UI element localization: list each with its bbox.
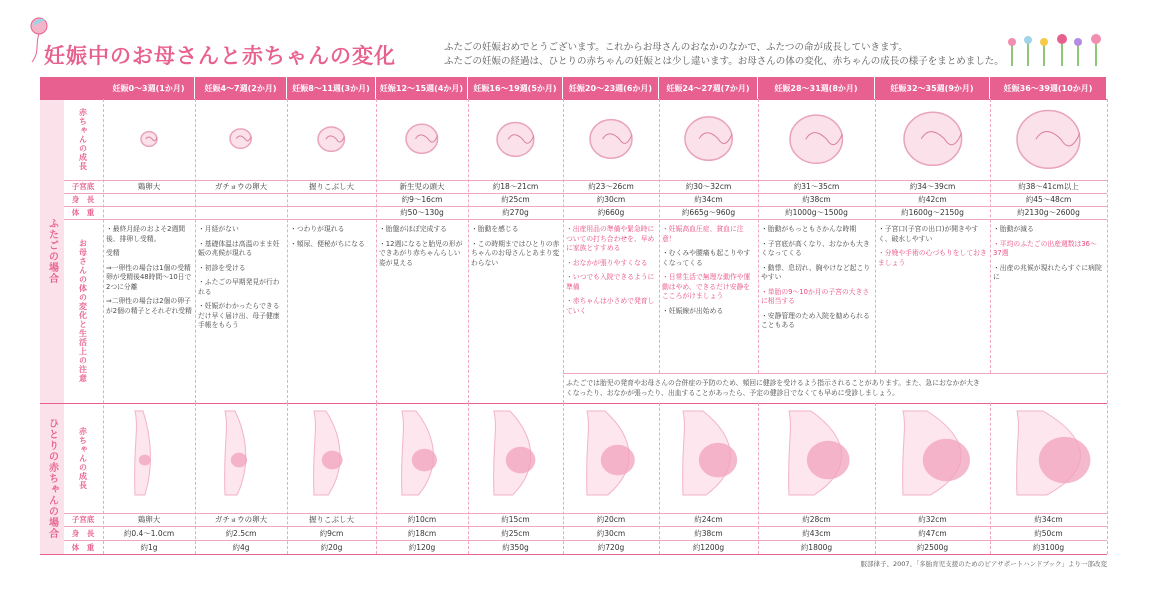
table-cell: 約10cm (407, 515, 437, 524)
period-header: 妊娠12〜15週(4か月) (376, 77, 467, 99)
source-citation: 服部律子、2007、「多胎育児支援のためのピアサポートハンドブック」より一部改変 (860, 560, 1107, 568)
twin-fetus-illustration (227, 125, 254, 152)
table-cell: 約18cm (407, 528, 437, 538)
belly-silhouette-illustration (577, 409, 653, 507)
note-item: ・動悸、息切れ、胸やけなど起こりやすい (761, 263, 871, 281)
table-cell: 約47cm (918, 528, 947, 538)
notes-cell (103, 225, 195, 321)
table-cell: 約31〜35cm (793, 182, 840, 191)
table-cell: 鶏卵大 (137, 515, 161, 524)
table-cell: 約2500g (916, 542, 949, 552)
header-corner (40, 77, 103, 99)
note-item: ・胎盤がほぼ完成する (379, 225, 447, 233)
note-item: ・出産用品の準備や緊急時についての打ち合わせを、早めに家族とすすめる (566, 225, 655, 252)
table-cell: 約32cm (918, 515, 947, 524)
note-item: ・むくみや腰痛も起こりやすくなってくる (662, 249, 751, 267)
table-cell: 約34〜39cm (909, 182, 956, 191)
period-header: 妊娠20〜23週(6か月) (563, 77, 658, 99)
period-header: 妊娠36〜39週(10か月) (990, 77, 1106, 99)
column-divider (195, 403, 196, 554)
belly-silhouette-illustration (673, 409, 753, 507)
belly-silhouette-illustration (1007, 409, 1099, 507)
intro-line: ふたごの妊娠おめでとうございます。これからお母さんのおなかのなかで、ふたつの命が成長していきます。 (444, 42, 908, 53)
table-cell: 約34cm (694, 195, 723, 204)
table-cell: 約1000g〜1500g (785, 208, 848, 217)
table-cell (287, 206, 376, 219)
row-divider (64, 513, 1107, 514)
column-divider (659, 403, 660, 554)
row-label-height: 身 長 (71, 195, 95, 204)
note-item: ・安静管理のため入院を勧められることもある (761, 311, 870, 329)
table-cell: 約30cm (596, 195, 626, 204)
table-cell (103, 193, 195, 206)
note-item: ・出産の兆候が現れたらすぐに病院に (993, 263, 1102, 281)
row-label-uterus: 子宮底 (71, 515, 95, 524)
row-divider (64, 540, 1107, 541)
note-item: ・子宮口(子宮の出口)が開きやすく、破水しやすい (878, 225, 979, 243)
notes-cell (990, 225, 1107, 288)
note-item: ・子宮底が高くなり、おなかも大きくなってくる (761, 239, 870, 257)
notes-cell (468, 225, 563, 273)
twin-fetus-illustration (787, 110, 845, 168)
table-cell: 約660g (597, 208, 625, 217)
table-cell: 約15cm (501, 515, 530, 524)
notes-cell (758, 225, 875, 336)
column-divider (563, 403, 564, 554)
notes-cell (563, 225, 659, 321)
twin-fetus-illustration (682, 112, 735, 165)
period-header: 妊娠32〜35週(9か月) (875, 77, 989, 99)
table-cell: 約30〜32cm (685, 182, 732, 191)
table-cell: 約2.5cm (225, 528, 257, 538)
note-item: ・日常生活で無理な動作や運動はやめ、できるだけ安静をこころがけましょう (662, 273, 751, 300)
belly-silhouette-illustration (392, 409, 460, 507)
table-cell (195, 206, 287, 219)
body-change-label: お母さんの体の変化と生活上の注意 (78, 239, 88, 383)
belly-silhouette-illustration (484, 409, 556, 507)
notes-cell (376, 225, 468, 273)
table-cell: ガチョウの卵大 (214, 182, 268, 191)
table-cell: 約4g (232, 542, 250, 552)
footnote-divider (563, 373, 1107, 374)
belly-silhouette-illustration (215, 409, 275, 507)
column-divider (376, 99, 377, 403)
table-cell (103, 206, 195, 219)
column-divider (990, 99, 991, 373)
notes-cell (287, 225, 376, 254)
table-cell: 約120g (408, 542, 436, 552)
table-cell: 握りこぶし大 (309, 182, 354, 191)
table-cell: 約30cm (596, 528, 626, 538)
column-divider (875, 99, 876, 373)
note-item: ・おなかが張りやすくなる (566, 258, 648, 267)
intro-line: ふたごの妊娠の経過は、ひとりの赤ちゃんの妊娠とは少し違います。お母さんの体の変化、赤ちゃんの成長の様子をまとめました。 (444, 56, 1004, 67)
column-divider (287, 403, 288, 554)
twin-fetus-illustration (138, 128, 160, 150)
section-divider (40, 403, 1107, 404)
table-cell (195, 193, 287, 206)
intro-text (444, 41, 1004, 69)
twin-fetus-illustration (901, 107, 965, 171)
period-header: 妊娠8〜11週(3か月) (287, 77, 375, 99)
note-item: ・最終月経のおよそ2週間後、排卵し受精。 (106, 225, 186, 243)
note-item: ⇒一卵性の場合は1個の受精卵が受精後48時間〜10日で2つに分離 (106, 263, 192, 291)
column-divider (990, 403, 991, 554)
table-cell: 約42cm (918, 195, 947, 204)
row-divider (64, 180, 1107, 181)
belly-silhouette-illustration (893, 409, 981, 507)
row-divider (64, 219, 1107, 220)
table-cell: 約50〜130g (400, 208, 444, 217)
table-cell: 約28cm (802, 515, 831, 524)
table-cell: 約25cm (501, 195, 530, 204)
note-item: ・ふたごの早期発見が行われる (198, 278, 280, 296)
table-cell: 新生児の頭大 (399, 182, 445, 191)
row-label-uterus: 子宮底 (71, 182, 95, 191)
table-cell (287, 193, 376, 206)
notes-cell (195, 225, 287, 336)
column-divider (1107, 99, 1108, 554)
table-cell: 約3100g (1032, 542, 1065, 552)
table-cell: 約665g〜960g (681, 208, 736, 217)
table-cell: 約38cm (802, 195, 831, 204)
note-item: ・妊娠がわかったらできるだけ早く届け出、母子健康手帳をもらう (198, 302, 280, 329)
note-item: ・妊娠線が出始める (662, 306, 724, 315)
note-item: ・月経がない (198, 225, 239, 233)
growth-label: 赤ちゃんの成長 (78, 426, 88, 490)
column-divider (659, 99, 660, 373)
table-cell: 約43cm (802, 528, 831, 538)
note-item: 受精 (106, 249, 120, 257)
table-cell: 約18〜21cm (492, 182, 539, 191)
twin-fetus-illustration (494, 118, 537, 161)
table-cell: 約1200g (692, 542, 725, 552)
table-top (40, 99, 1107, 100)
twin-fetus-illustration (587, 115, 635, 163)
column-divider (376, 403, 377, 554)
twin-fetus-illustration (315, 123, 347, 155)
period-header: 妊娠16〜19週(5か月) (468, 77, 562, 99)
note-item: ・妊娠高血圧症、貧血に注意！ (662, 225, 744, 243)
row-label-weight: 体 重 (71, 208, 95, 217)
note-item: ・頻尿、便秘がちになる (290, 239, 365, 248)
period-header: 妊娠24〜27週(7か月) (659, 77, 757, 99)
column-divider (287, 99, 288, 403)
table-cell: 約9〜16cm (401, 195, 443, 204)
table-cell: 鶏卵大 (137, 182, 161, 191)
note-item: ・赤ちゃんは小さめで発育していく (566, 297, 655, 315)
table-cell: 約9cm (319, 528, 344, 538)
table-cell: 約20cm (596, 515, 626, 524)
column-divider (103, 99, 104, 554)
notes-cell (875, 225, 990, 273)
column-divider (758, 403, 759, 554)
column-divider (758, 99, 759, 373)
note-item: ・分娩や手術の心づもりをしておきましょう (878, 249, 987, 267)
table-cell: 約38cm (694, 528, 723, 538)
period-header: 妊娠4〜7週(2か月) (195, 77, 286, 99)
table-cell: 約25cm (501, 528, 530, 538)
row-label-height: 身 長 (71, 528, 95, 538)
table-cell: ガチョウの卵大 (214, 515, 268, 524)
note-item: ・いつでも入院できるように準備 (566, 273, 655, 291)
table-cell: 約23〜26cm (588, 182, 634, 191)
table-bottom (40, 554, 1107, 555)
belly-silhouette-illustration (304, 409, 368, 507)
twin-fetus-illustration (403, 120, 441, 158)
section-label-single: ひとりの赤ちゃんの場合 (40, 403, 64, 554)
note-item: ・この時期まではひとりの赤ちゃんのお母さんとあまり変わらない (471, 239, 560, 267)
flowers-icon (1004, 32, 1108, 68)
notes-cell (659, 225, 758, 321)
row-divider (64, 526, 1107, 527)
table-cell: 約20g (320, 542, 343, 552)
table-cell: 約34cm (1034, 515, 1063, 524)
table-cell: 約1800g (800, 542, 833, 552)
table-cell: 約1g (140, 542, 158, 552)
table-cell: 約38〜41cm以上 (1018, 182, 1079, 191)
table-cell: 約2130g〜2600g (1017, 208, 1080, 217)
twin-fetus-illustration (1014, 105, 1083, 174)
column-divider (468, 99, 469, 403)
note-item: ⇒二卵性の場合は2個の卵子が2個の精子とそれぞれ受精 (106, 297, 192, 315)
note-item: ・胎動を感じる (471, 225, 519, 233)
period-header: 妊娠0〜3週(1か月) (103, 77, 194, 99)
twins-footnote: ふたごでは胎児の発育やお母さんの合併症の予防のため、頻回に健診を受けるよう指示されることがあります。また、急におなかが大きくなったり、おなかが張ったり、出血することがあったら、予定の健診日でなくても早めに受診しましょう。 (566, 379, 980, 397)
belly-silhouette-illustration (779, 409, 863, 507)
column-divider (563, 99, 564, 403)
growth-label: 赤ちゃんの成長 (78, 108, 88, 171)
row-divider (64, 193, 1107, 194)
note-item: ・単胎の9〜10か月の子宮の大きさに相当する (761, 287, 870, 305)
table-cell: 約1600g〜2150g (901, 208, 964, 217)
table-cell: 約50cm (1034, 528, 1063, 538)
note-item: ・胎動が減る (993, 225, 1034, 233)
table-cell: 約0.4〜1.0cm (123, 528, 175, 538)
table-cell: 約45〜48cm (1025, 195, 1072, 204)
belly-silhouette-illustration (125, 409, 181, 507)
note-item: ・12週になると胎児の形ができあがり赤ちゃんらしい姿が見える (379, 239, 463, 267)
table-cell: 約24cm (694, 515, 723, 524)
table-cell: 約720g (597, 542, 625, 552)
table-cell: 握りこぶし大 (309, 515, 354, 524)
row-divider (64, 206, 1107, 207)
note-item: ・初診を受ける (198, 263, 246, 272)
period-header: 妊娠28〜31週(8か月) (758, 77, 874, 99)
section-label-twins: ふたごの場合 (40, 99, 64, 403)
column-divider (195, 99, 196, 403)
note-item: ・基礎体温は高温のまま妊娠の兆候が現れる (198, 239, 280, 257)
note-item: ・胎動がもっともさかんな時期 (761, 225, 857, 233)
table-cell: 約350g (502, 542, 529, 552)
column-divider (875, 403, 876, 554)
table-cell: 約270g (502, 208, 529, 217)
column-divider (468, 403, 469, 554)
page-title: 妊娠中のお母さんと赤ちゃんの変化 (44, 44, 396, 68)
note-item: ・つわりが現れる (290, 225, 345, 233)
note-item: ・平均のふたごの出産週数は36〜37週 (993, 239, 1097, 257)
row-label-weight: 体 重 (71, 542, 95, 552)
